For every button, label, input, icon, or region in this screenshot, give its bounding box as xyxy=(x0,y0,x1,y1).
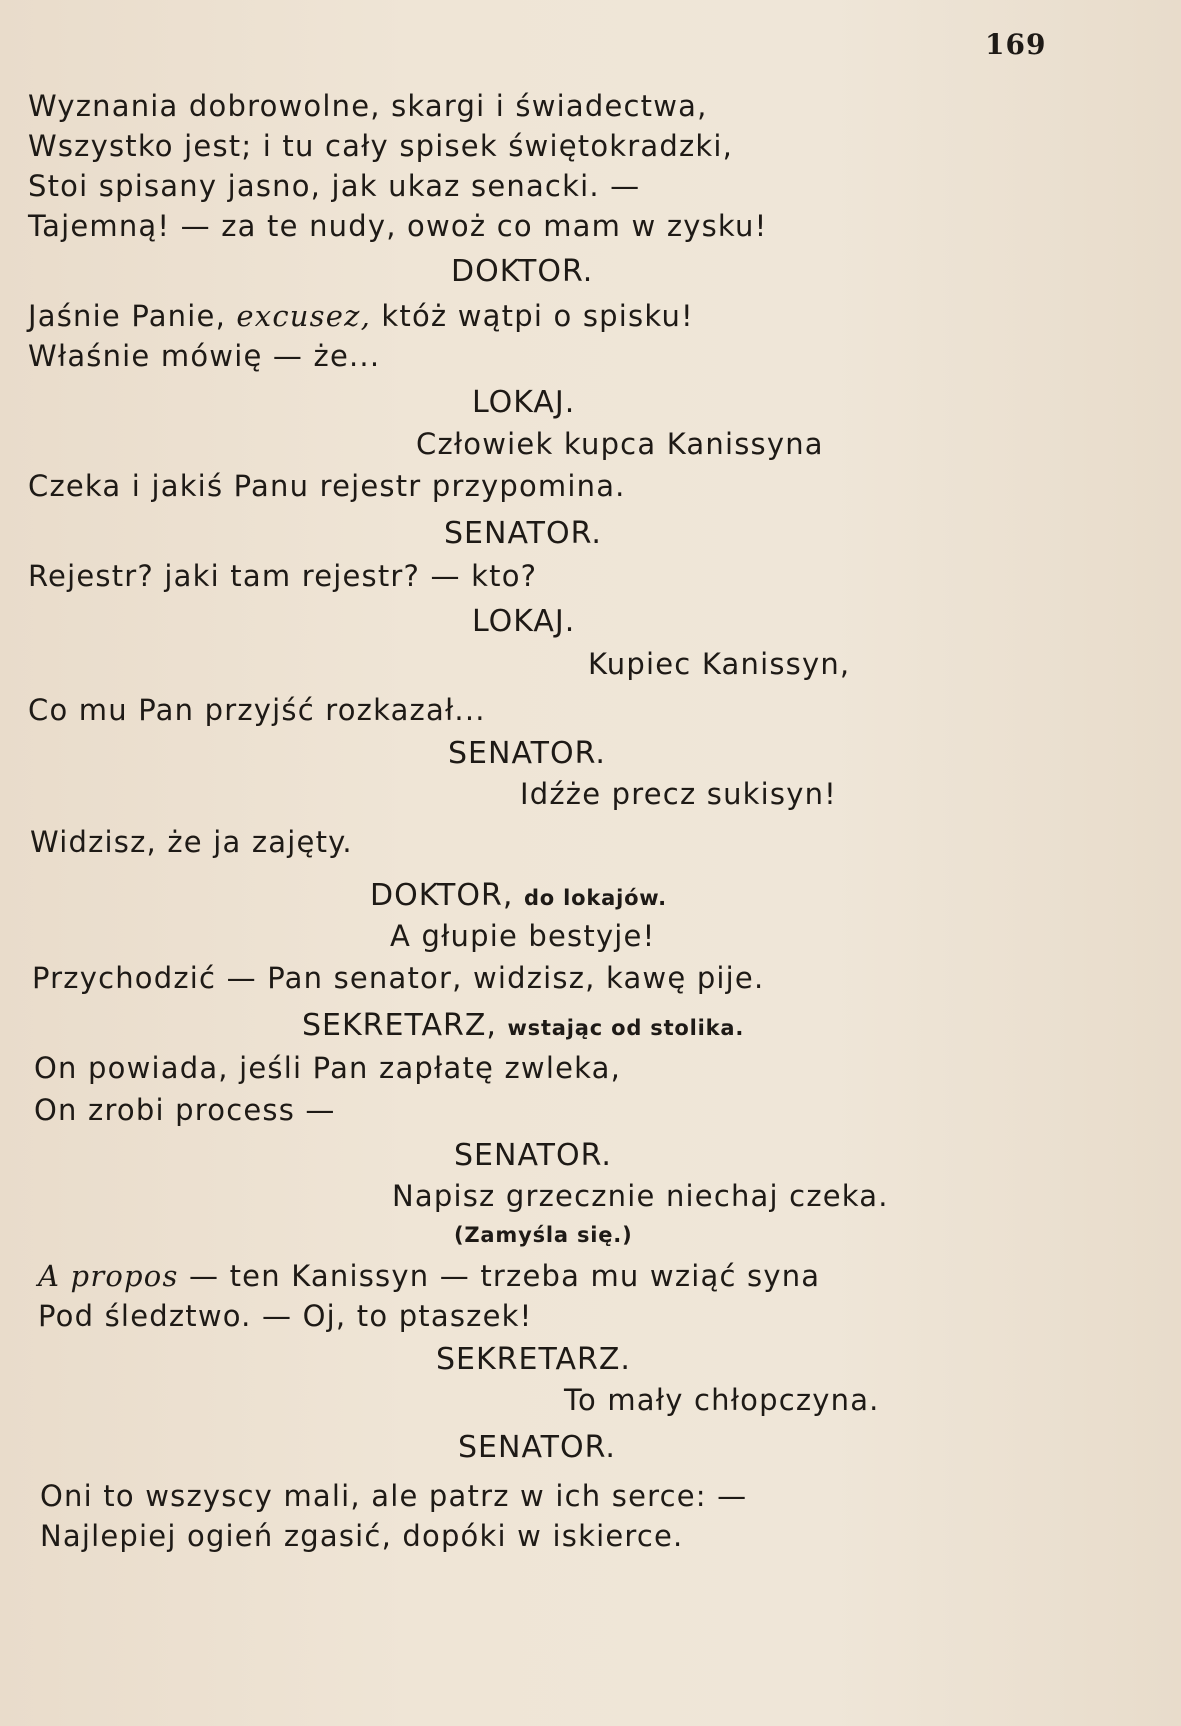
verse-line: Pod śledztwo. — Oj, to ptaszek! xyxy=(38,1299,533,1333)
stage-direction: do lokajów. xyxy=(523,886,667,910)
verse-line: Oni to wszyscy mali, ale patrz w ich serce: — xyxy=(40,1479,748,1513)
verse-line: Napisz grzecznie niechaj czeka. xyxy=(392,1179,889,1213)
verse-line: Tajemną! — za te nudy, owoż co mam w zysku! xyxy=(28,209,768,243)
verse-line: To mały chłopczyna. xyxy=(564,1383,880,1417)
speaker-name xyxy=(302,1008,744,1046)
verse-line: Człowiek kupca Kanissyna xyxy=(416,427,824,461)
verse-line: Czeka i jakiś Panu rejestr przypomina. xyxy=(28,469,626,503)
verse-line xyxy=(28,298,694,334)
speaker-name: SEKRETARZ. xyxy=(436,1342,631,1377)
speaker-name: LOKAJ. xyxy=(472,385,576,420)
speaker-name: LOKAJ. xyxy=(472,604,576,639)
stage-direction: wstając od stolika. xyxy=(507,1016,745,1040)
verse-line: Najlepiej ogień zgasić, dopóki w iskierce. xyxy=(40,1519,684,1553)
speaker-name: SENATOR. xyxy=(444,516,602,551)
verse-text: Jaśnie Panie, xyxy=(28,299,226,333)
verse-line xyxy=(38,1258,820,1294)
stage-direction: (Zamyśla się.) xyxy=(454,1223,633,1247)
speaker-label: SEKRETARZ, xyxy=(302,1008,497,1043)
speaker-label: DOKTOR, xyxy=(370,878,514,913)
foreign-phrase: A propos xyxy=(38,1259,179,1293)
speaker-name: SENATOR. xyxy=(458,1430,616,1465)
verse-line: Stoi spisany jasno, jak ukaz senacki. — xyxy=(28,169,641,203)
verse-text: któż wątpi o spisku! xyxy=(381,299,694,333)
verse-line: Widzisz, że ja zajęty. xyxy=(30,825,353,859)
verse-line: On powiada, jeśli Pan zapłatę zwleka, xyxy=(34,1051,621,1085)
verse-text: — ten Kanissyn — trzeba mu wziąć syna xyxy=(188,1259,821,1293)
verse-line: Wszystko jest; i tu cały spisek świętokradzki, xyxy=(28,129,734,163)
foreign-phrase: excusez, xyxy=(236,299,371,333)
verse-line: On zrobi process — xyxy=(34,1093,336,1127)
speaker-name xyxy=(370,878,667,916)
speaker-name: DOKTOR. xyxy=(451,254,594,289)
speaker-name: SENATOR. xyxy=(454,1138,612,1173)
verse-line: Co mu Pan przyjść rozkazał... xyxy=(28,693,486,727)
verse-line: Idźże precz sukisyn! xyxy=(520,777,838,811)
verse-line: Właśnie mówię — że... xyxy=(28,339,381,373)
page-number: 169 xyxy=(985,28,1047,61)
verse-line: Kupiec Kanissyn, xyxy=(588,647,851,681)
verse-line: Przychodzić — Pan senator, widzisz, kawę pije. xyxy=(32,961,765,995)
verse-line: A głupie bestyje! xyxy=(390,919,656,953)
speaker-name: SENATOR. xyxy=(448,736,606,771)
verse-line: Rejestr? jaki tam rejestr? — kto? xyxy=(28,559,538,593)
verse-line: Wyznania dobrowolne, skargi i świadectwa, xyxy=(28,89,708,123)
